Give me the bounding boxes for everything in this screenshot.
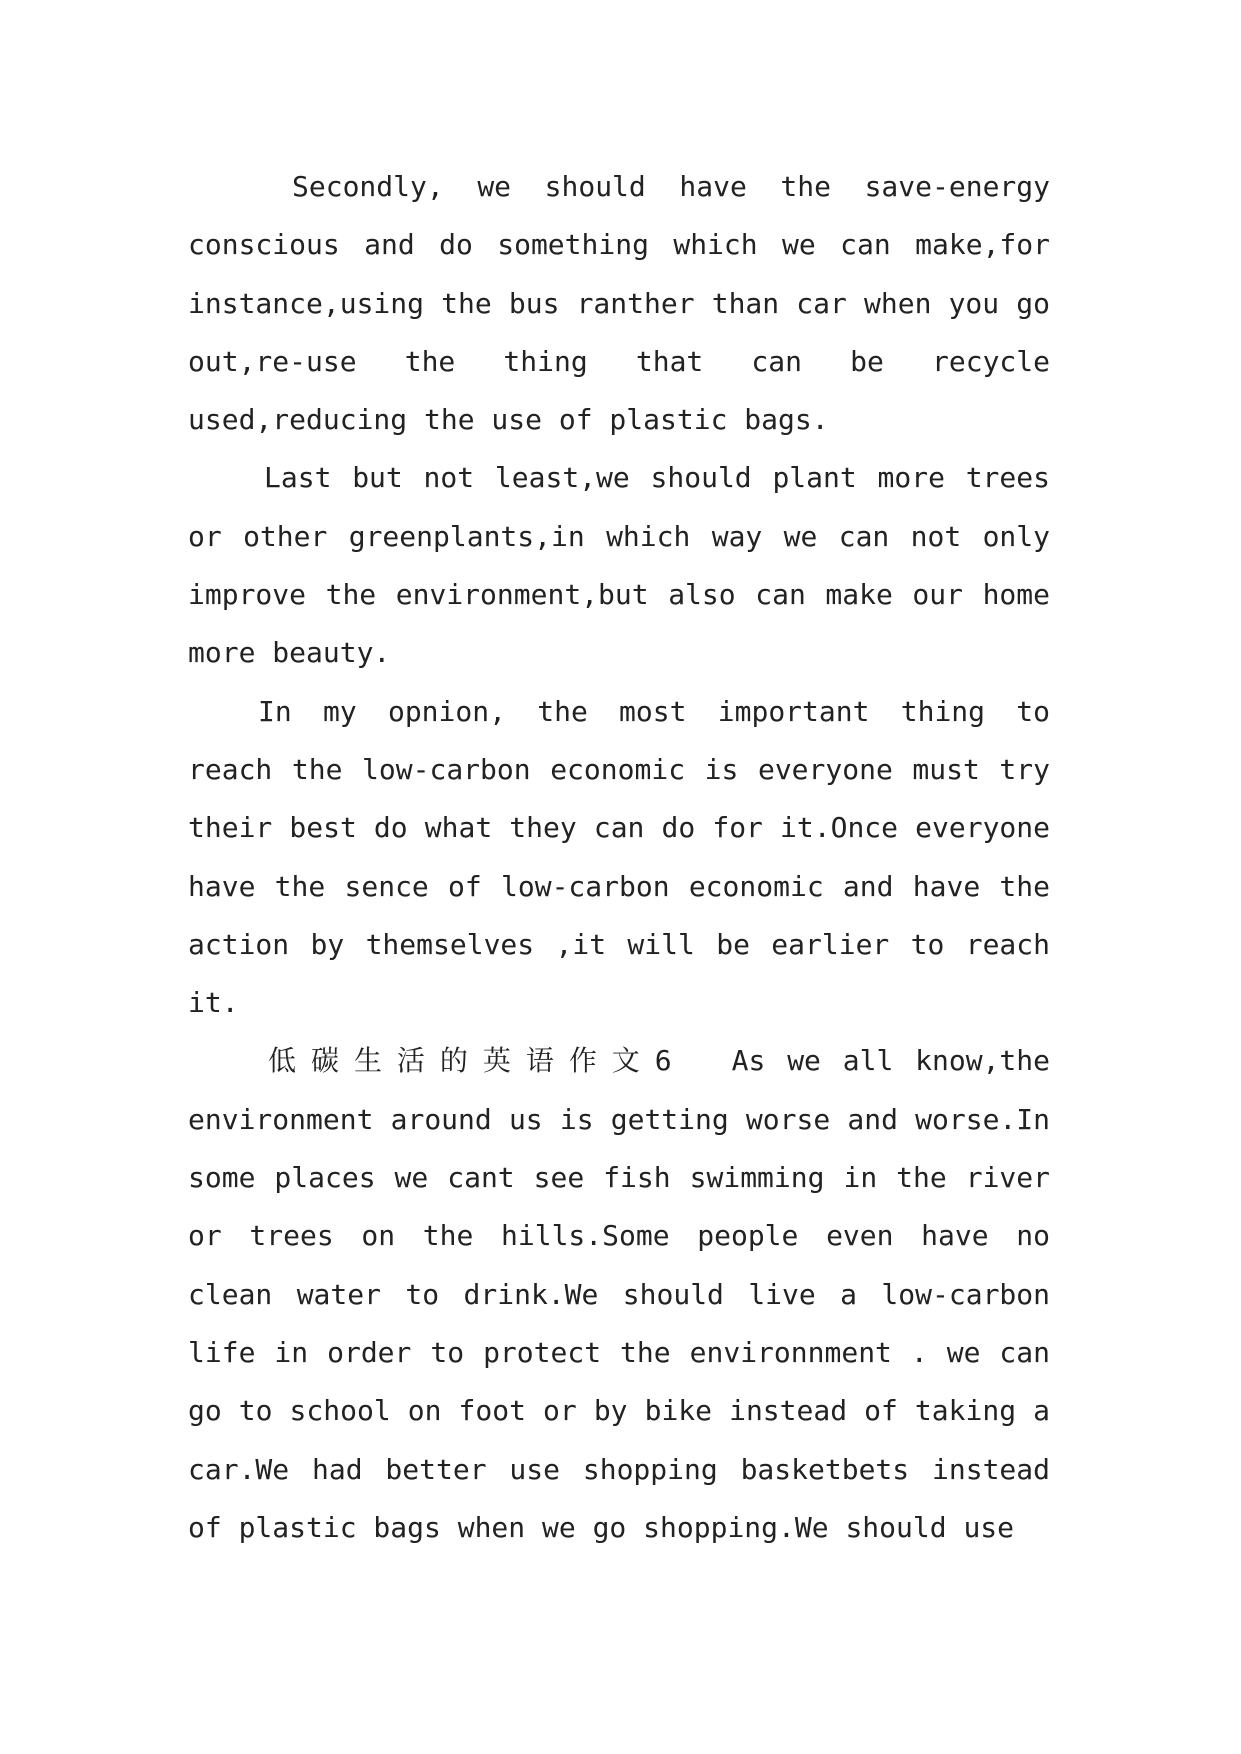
paragraph-essay-6 bbox=[188, 1032, 1050, 1557]
paragraph-last-but-not-least: Last but not least,we should plant more trees or other greenplants,in which way we can not only improve the environment,but also can make our home more beauty. bbox=[188, 461, 1050, 670]
essay-body-text: As we all know,the environment around us is getting worse and worse.In some places we cant see fish swimming in the river or trees on the hills.Some people even have no clean water to drink.We should live a low-carbon life in order to protect the environnment . we can go to school on foot or by bike instead of taking a car.We had better use shopping basketbets instead of plastic bags when we go shopping.We should use bbox=[188, 1044, 1051, 1544]
paragraph-in-my-opinion: In my opnion, the most important thing to reach the low-carbon economic is everyone must try their best do what they can do for it.Once everyone have the sence of low-carbon economic and have the action by themselves ,it will be earlier to reach it. bbox=[188, 694, 1050, 1020]
paragraph-secondly: Secondly, we should have the save-energy conscious and do something which we can make,for instance,using the bus ranther than car when you go out,re-use the thing that can be recycle used,reducing the use of plastic bags. bbox=[188, 170, 1050, 437]
document-body bbox=[188, 158, 1050, 1557]
essay-heading: 低碳生活的英语作文6 bbox=[268, 1044, 682, 1078]
